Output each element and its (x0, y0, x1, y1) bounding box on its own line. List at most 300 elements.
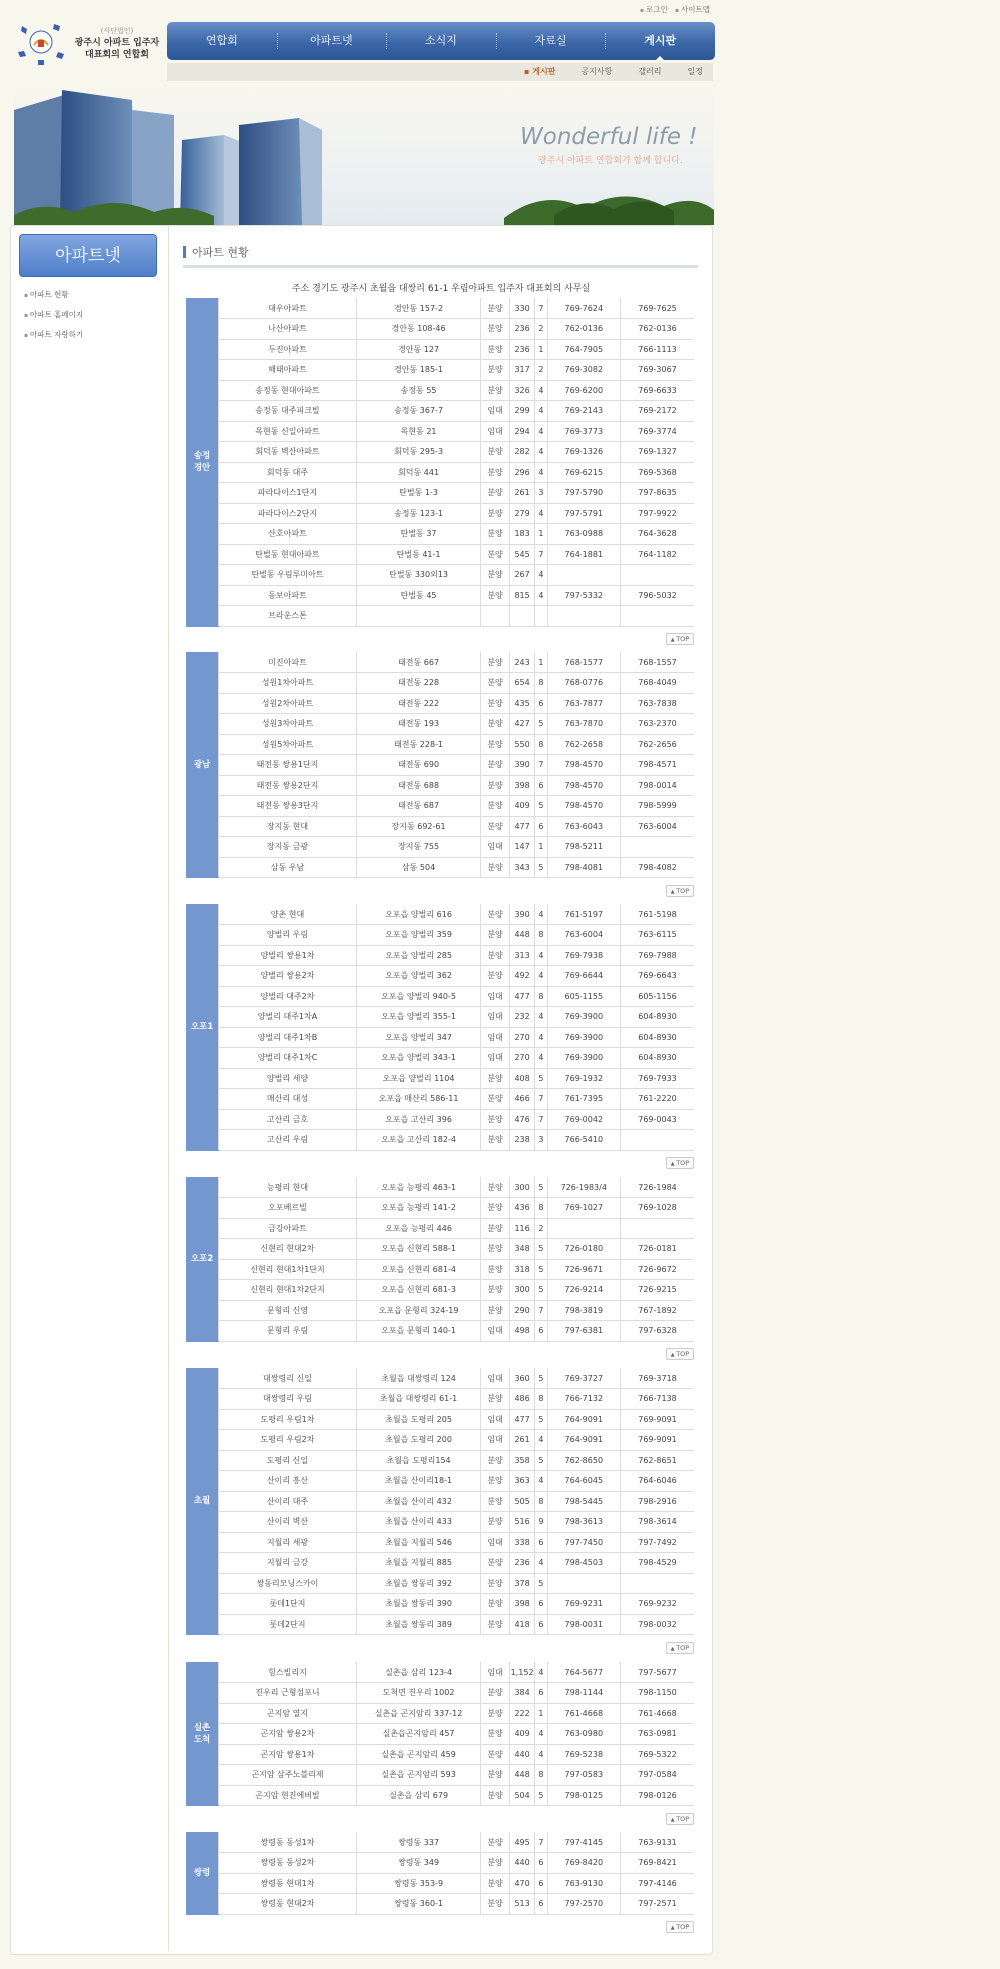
nav-item[interactable]: 아파트넷 (277, 22, 387, 60)
apt-fax: 768-4049 (621, 673, 695, 694)
apt-buildings: 5 (535, 1259, 547, 1280)
apt-fax: 769-3718 (621, 1368, 695, 1389)
nav-item[interactable]: 소식지 (386, 22, 496, 60)
apt-name[interactable]: 쌍령동 동성2차 (219, 1853, 357, 1874)
logo-small-text: (사단법인) (100, 27, 134, 35)
apt-phone: 798-3613 (547, 1512, 620, 1533)
apt-name[interactable]: 송정동 현대아파트 (219, 380, 357, 401)
apt-units: 398 (509, 775, 535, 796)
apt-fax: 769-8421 (621, 1853, 695, 1874)
apt-name[interactable]: 곤지암 쌍용1차 (219, 1744, 357, 1765)
region-block (186, 1832, 694, 1931)
apt-address: 장지동 755 (356, 837, 480, 858)
apt-buildings: 8 (535, 1389, 547, 1410)
table-row (186, 585, 694, 606)
sub-nav-item[interactable]: 일정 (687, 67, 703, 76)
apt-name[interactable]: 장지동 금광 (219, 837, 357, 858)
apt-name[interactable]: 쌍령동 동성1차 (219, 1832, 357, 1853)
apt-fax: 769-9232 (621, 1594, 695, 1615)
apt-buildings: 5 (535, 1409, 547, 1430)
apt-buildings: 6 (535, 1532, 547, 1553)
apt-buildings: 5 (535, 1068, 547, 1089)
apt-name[interactable]: 곤지암 쌍용2차 (219, 1724, 357, 1745)
apt-name[interactable]: 금강아파트 (219, 1218, 357, 1239)
apt-fax: 763-6004 (621, 816, 695, 837)
apt-phone (547, 1573, 620, 1594)
table-row (186, 714, 694, 735)
apt-fax: 767-1892 (621, 1300, 695, 1321)
apt-type: 임대 (481, 1007, 510, 1028)
sitemap-link[interactable]: ▪ 사이트맵 (675, 4, 710, 15)
table-row (186, 904, 694, 925)
logo-line1: 광주시 아파트 입주자 (74, 38, 160, 48)
apt-type: 분양 (481, 339, 510, 360)
apt-name[interactable]: 능평리 현대 (219, 1177, 357, 1198)
apt-address: 탄벌동 1-3 (356, 483, 480, 504)
apt-phone: 769-3900 (547, 1027, 620, 1048)
table-row (186, 925, 694, 946)
apt-fax: 768-1557 (621, 652, 695, 673)
table-row (186, 1594, 694, 1615)
apt-units: 238 (509, 1130, 535, 1151)
apt-phone: 766-5410 (547, 1130, 620, 1151)
table-row (186, 1007, 694, 1028)
apt-name[interactable]: 산이리 벽산 (219, 1512, 357, 1533)
apt-buildings: 5 (535, 1239, 547, 1260)
sub-nav-item[interactable]: 갤러리 (638, 67, 662, 76)
logo[interactable] (14, 18, 164, 73)
nav-item[interactable]: 자료실 (496, 22, 606, 60)
region-label (186, 298, 219, 626)
apt-phone (547, 565, 620, 586)
apt-type: 분양 (481, 925, 510, 946)
apt-units: 486 (509, 1389, 535, 1410)
apt-name[interactable]: 파라다이스2단지 (219, 503, 357, 524)
apt-name[interactable]: 두진아파트 (219, 339, 357, 360)
apt-name[interactable]: 진우리 근형섬포니 (219, 1683, 357, 1704)
apt-address: 쌍령동 360-1 (356, 1894, 480, 1915)
apt-name[interactable]: 매산리 대성 (219, 1089, 357, 1110)
apt-address: 실촌읍 삼리 679 (356, 1785, 480, 1806)
table-row (186, 1130, 694, 1151)
apt-name[interactable]: 힘스빌리지 (219, 1662, 357, 1683)
apartment-table (186, 904, 694, 1151)
apt-address: 오포읍 고산리 182-4 (356, 1130, 480, 1151)
apt-units: 294 (509, 421, 535, 442)
apt-type: 분양 (481, 1389, 510, 1410)
apt-name[interactable]: 삼동 우남 (219, 857, 357, 878)
apt-units: 448 (509, 1765, 535, 1786)
apt-fax: 764-3628 (621, 524, 695, 545)
apt-name[interactable]: 대우아파트 (219, 298, 357, 319)
apt-type: 분양 (481, 1853, 510, 1874)
apt-units: 270 (509, 1027, 535, 1048)
apt-name[interactable]: 해태아파트 (219, 360, 357, 381)
apt-name[interactable]: 롯데1단지 (219, 1594, 357, 1615)
apt-fax: 604-8930 (621, 1027, 695, 1048)
apt-units: 299 (509, 401, 535, 422)
apt-phone: 769-6644 (547, 966, 620, 987)
apt-phone: 798-4570 (547, 755, 620, 776)
apt-type: 임대 (481, 837, 510, 858)
apt-fax (621, 606, 695, 627)
apt-name[interactable]: 신현리 현대1차1단지 (219, 1259, 357, 1280)
region-label (186, 1177, 219, 1341)
table-row (186, 945, 694, 966)
apt-name[interactable]: 태전동 쌍용3단지 (219, 796, 357, 817)
apt-buildings: 6 (535, 1614, 547, 1635)
apt-name[interactable]: 태전동 쌍용1단지 (219, 755, 357, 776)
apt-units: 505 (509, 1491, 535, 1512)
apt-fax: 798-4529 (621, 1553, 695, 1574)
region-label (186, 1662, 219, 1806)
apt-buildings: 5 (535, 1573, 547, 1594)
apt-fax: 769-2172 (621, 401, 695, 422)
apt-fax: 769-9091 (621, 1430, 695, 1451)
table-row (186, 1853, 694, 1874)
apt-fax: 797-2571 (621, 1894, 695, 1915)
apt-name[interactable]: 대쌍령리 신일 (219, 1368, 357, 1389)
apt-name[interactable]: 신현리 현대1차2단지 (219, 1280, 357, 1301)
table-row (186, 1177, 694, 1198)
apt-name[interactable]: 양벌리 우림 (219, 925, 357, 946)
apt-address: 초월읍 도평리154 (356, 1450, 480, 1471)
apt-phone: 797-2570 (547, 1894, 620, 1915)
table-row (186, 421, 694, 442)
apt-phone: 764-5677 (547, 1662, 620, 1683)
apt-buildings: 1 (535, 339, 547, 360)
apt-name[interactable]: 산이리 흥산 (219, 1471, 357, 1492)
apt-address: 탄벌동 330외13 (356, 565, 480, 586)
apt-name[interactable]: 도평리 우림2차 (219, 1430, 357, 1451)
apt-phone: 769-9231 (547, 1594, 620, 1615)
apt-address: 송정동 55 (356, 380, 480, 401)
apt-name[interactable]: 파라다이스1단지 (219, 483, 357, 504)
apt-address: 오포읍 양벌리 359 (356, 925, 480, 946)
apt-phone: 769-1932 (547, 1068, 620, 1089)
apt-address: 경안동 127 (356, 339, 480, 360)
apt-units: 290 (509, 1300, 535, 1321)
apt-type: 분양 (481, 585, 510, 606)
apt-buildings: 4 (535, 503, 547, 524)
apt-name[interactable]: 장지동 현대 (219, 816, 357, 837)
apt-address: 경안동 157-2 (356, 298, 480, 319)
apartment-table (186, 652, 694, 878)
apt-buildings: 5 (535, 857, 547, 878)
apt-units: 232 (509, 1007, 535, 1028)
apt-type: 분양 (481, 775, 510, 796)
apt-name[interactable]: 문형리 우림 (219, 1321, 357, 1342)
table-row (186, 1430, 694, 1451)
apt-name[interactable]: 송정동 대주피크빌 (219, 401, 357, 422)
apt-address (356, 606, 480, 627)
apt-type: 분양 (481, 966, 510, 987)
apt-buildings: 4 (535, 1027, 547, 1048)
apt-buildings: 6 (535, 1853, 547, 1874)
apt-fax: 769-5368 (621, 462, 695, 483)
apt-buildings: 6 (535, 1683, 547, 1704)
apt-fax: 798-2916 (621, 1491, 695, 1512)
region-label (186, 1832, 219, 1914)
apt-address: 초월읍 산이리18-1 (356, 1471, 480, 1492)
apt-type: 분양 (481, 904, 510, 925)
apt-name[interactable]: 나산아파트 (219, 319, 357, 340)
back-to-top-button[interactable]: ▲ TOP (666, 633, 694, 645)
apt-name[interactable]: 탄벌동 우림루미아트 (219, 565, 357, 586)
apt-name[interactable]: 브라운스톤 (219, 606, 357, 627)
apt-units: 236 (509, 319, 535, 340)
apt-type: 분양 (481, 1177, 510, 1198)
apartment-table (186, 1662, 694, 1806)
table-row (186, 1785, 694, 1806)
apt-name[interactable]: 쌍동리모닝스카이 (219, 1573, 357, 1594)
apt-phone: 797-4145 (547, 1832, 620, 1853)
apt-address: 초월읍 지월리 546 (356, 1532, 480, 1553)
apt-phone: 798-4570 (547, 775, 620, 796)
back-to-top-button[interactable]: ▲ TOP (666, 1348, 694, 1360)
apt-units: 338 (509, 1532, 535, 1553)
apt-buildings: 5 (535, 1450, 547, 1471)
table-row (186, 401, 694, 422)
apt-name[interactable]: 양벌리 세양 (219, 1068, 357, 1089)
table-row (186, 1089, 694, 1110)
apt-name[interactable]: 오포베르빌 (219, 1198, 357, 1219)
apt-name[interactable]: 곤지암 현진에버빌 (219, 1785, 357, 1806)
sidebar-item[interactable]: ▪ 아파트 현황 (24, 288, 83, 308)
apt-name[interactable]: 도평리 우림1차 (219, 1409, 357, 1430)
back-to-top-button[interactable]: ▲ TOP (666, 1813, 694, 1825)
apt-fax (621, 565, 695, 586)
apt-name[interactable]: 신현리 현대2차 (219, 1239, 357, 1260)
apt-name[interactable]: 쌍령동 현대1차 (219, 1873, 357, 1894)
apt-buildings: 8 (535, 734, 547, 755)
apt-buildings: 1 (535, 1703, 547, 1724)
apt-name[interactable]: 양벌리 대주1차C (219, 1048, 357, 1069)
apt-buildings: 4 (535, 1430, 547, 1451)
table-row (186, 1512, 694, 1533)
apt-name[interactable]: 곤지암 삼주노블리제 (219, 1765, 357, 1786)
apt-fax: 763-2370 (621, 714, 695, 735)
apt-fax: 762-0136 (621, 319, 695, 340)
apt-address: 송정동 123-1 (356, 503, 480, 524)
apt-address: 오포읍 양벌리 940-5 (356, 986, 480, 1007)
table-row (186, 503, 694, 524)
apt-address: 태전동 228 (356, 673, 480, 694)
apt-phone: 798-5445 (547, 1491, 620, 1512)
apt-address: 태전동 228-1 (356, 734, 480, 755)
apt-buildings: 9 (535, 1512, 547, 1533)
apt-buildings: 5 (535, 714, 547, 735)
apt-buildings: 1 (535, 524, 547, 545)
apt-type: 분양 (481, 298, 510, 319)
apt-type: 분양 (481, 1744, 510, 1765)
apt-units: 384 (509, 1683, 535, 1704)
apt-name[interactable]: 문형리 신영 (219, 1300, 357, 1321)
nav-item[interactable]: 게시판 (605, 22, 715, 60)
apt-type: 임대 (481, 1321, 510, 1342)
apt-name[interactable]: 산이리 대주 (219, 1491, 357, 1512)
table-row (186, 442, 694, 463)
table-row (186, 483, 694, 504)
apt-type: 분양 (481, 442, 510, 463)
apt-units: 427 (509, 714, 535, 735)
apt-phone: 769-7938 (547, 945, 620, 966)
apt-name[interactable]: 양벌리 대주1차A (219, 1007, 357, 1028)
apt-buildings: 8 (535, 925, 547, 946)
apt-units: 550 (509, 734, 535, 755)
apt-name[interactable]: 고산리 우림 (219, 1130, 357, 1151)
apt-type: 분양 (481, 816, 510, 837)
table-row (186, 755, 694, 776)
table-row (186, 1724, 694, 1745)
apt-phone: 764-7905 (547, 339, 620, 360)
back-to-top-button[interactable]: ▲ TOP (666, 1921, 694, 1933)
apt-phone: 798-5211 (547, 837, 620, 858)
apt-buildings: 8 (535, 986, 547, 1007)
logo-emblem-icon (14, 18, 69, 70)
apt-name[interactable]: 쌍령동 현대2차 (219, 1894, 357, 1915)
apt-name[interactable]: 양벌리 대주2차 (219, 986, 357, 1007)
apt-phone: 769-6200 (547, 380, 620, 401)
sidebar-item[interactable]: ▪ 아파트 홈페이지 (24, 308, 83, 328)
sub-nav-item[interactable]: 공지사항 (581, 67, 613, 76)
table-row (186, 1491, 694, 1512)
apt-address: 도척면 진우리 1002 (356, 1683, 480, 1704)
apt-address: 초월읍 대쌍령리 61-1 (356, 1389, 480, 1410)
table-row (186, 693, 694, 714)
table-row (186, 734, 694, 755)
apt-type: 분양 (481, 945, 510, 966)
apt-name[interactable]: 도평리 신일 (219, 1450, 357, 1471)
table-row (186, 796, 694, 817)
table-row (186, 816, 694, 837)
apt-buildings: 6 (535, 1321, 547, 1342)
apt-fax: 763-6115 (621, 925, 695, 946)
back-to-top-button[interactable]: ▲ TOP (666, 885, 694, 897)
apt-address: 오포읍 능평리 463-1 (356, 1177, 480, 1198)
apt-buildings (535, 606, 547, 627)
apt-fax: 762-2656 (621, 734, 695, 755)
apt-fax: 796-5032 (621, 585, 695, 606)
apt-address: 초월읍 쌍동리 392 (356, 1573, 480, 1594)
apt-name[interactable]: 회덕동 벽산아파트 (219, 442, 357, 463)
apt-units: 390 (509, 904, 535, 925)
sidebar-item[interactable]: ▪ 아파트 자랑하기 (24, 328, 83, 348)
apt-name[interactable]: 성원1차아파트 (219, 673, 357, 694)
apt-phone: 769-2143 (547, 401, 620, 422)
region-block (186, 1662, 694, 1823)
apt-buildings: 7 (535, 544, 547, 565)
apt-name[interactable]: 곤지암 열지 (219, 1703, 357, 1724)
apt-type: 분양 (481, 1724, 510, 1745)
apt-units: 343 (509, 857, 535, 878)
apt-units: 477 (509, 816, 535, 837)
apt-phone: 762-0136 (547, 319, 620, 340)
apt-fax: 764-1182 (621, 544, 695, 565)
apt-name[interactable]: 지월리 금강 (219, 1553, 357, 1574)
apt-name[interactable]: 성원3차아파트 (219, 714, 357, 735)
apt-buildings: 5 (535, 1785, 547, 1806)
apt-name[interactable]: 산호아파트 (219, 524, 357, 545)
apt-name[interactable]: 롯데2단지 (219, 1614, 357, 1635)
apt-type: 분양 (481, 1683, 510, 1704)
back-to-top-button[interactable]: ▲ TOP (666, 1642, 694, 1654)
apt-name[interactable]: 지월리 세광 (219, 1532, 357, 1553)
apt-address: 목현동 21 (356, 421, 480, 442)
apt-name[interactable]: 목현동 신일아파트 (219, 421, 357, 442)
apt-address: 오포읍 능평리 141-2 (356, 1198, 480, 1219)
apt-name[interactable]: 양벌리 쌍용2차 (219, 966, 357, 987)
apt-address: 쌍령동 353-9 (356, 1873, 480, 1894)
apt-units: 261 (509, 1430, 535, 1451)
login-link[interactable]: ▪ 로그인 (640, 4, 668, 15)
apt-name[interactable]: 회덕동 대주 (219, 462, 357, 483)
apt-phone: 798-4570 (547, 796, 620, 817)
apt-name[interactable]: 고산리 금호 (219, 1109, 357, 1130)
apt-address: 장지동 692-61 (356, 816, 480, 837)
main-navigation (167, 22, 715, 60)
apt-address: 탄벌동 45 (356, 585, 480, 606)
apt-name[interactable]: 양촌 현대 (219, 904, 357, 925)
sub-nav-item[interactable]: ▪ 게시판 (524, 63, 555, 81)
apt-fax (621, 1218, 695, 1239)
table-row (186, 775, 694, 796)
apt-name[interactable]: 태전동 쌍용2단지 (219, 775, 357, 796)
table-row (186, 1894, 694, 1915)
apt-name[interactable]: 성원5차아파트 (219, 734, 357, 755)
table-row (186, 857, 694, 878)
apt-phone: 798-4081 (547, 857, 620, 878)
back-to-top-button[interactable]: ▲ TOP (666, 1157, 694, 1169)
apt-address: 경안동 108-46 (356, 319, 480, 340)
apt-fax: 763-9131 (621, 1832, 695, 1853)
apt-address: 실촌읍곤지암리 457 (356, 1724, 480, 1745)
apt-name[interactable]: 대쌍령리 우림 (219, 1389, 357, 1410)
table-row (186, 1683, 694, 1704)
apt-fax: 766-1113 (621, 339, 695, 360)
apt-phone: 763-6004 (547, 925, 620, 946)
apt-units: 279 (509, 503, 535, 524)
apt-name[interactable]: 성원2차아파트 (219, 693, 357, 714)
apt-phone: 769-3773 (547, 421, 620, 442)
apt-units: 470 (509, 1873, 535, 1894)
sidebar-menu (24, 288, 83, 348)
apt-fax: 761-5198 (621, 904, 695, 925)
table-row (186, 1368, 694, 1389)
apt-type: 분양 (481, 1218, 510, 1239)
apt-phone: 726-9671 (547, 1259, 620, 1280)
apt-phone: 798-1144 (547, 1683, 620, 1704)
apt-buildings: 1 (535, 652, 547, 673)
apt-type: 분양 (481, 524, 510, 545)
table-row (186, 1450, 694, 1471)
apt-fax: 769-5322 (621, 1744, 695, 1765)
apt-type: 분양 (481, 565, 510, 586)
table-row (186, 462, 694, 483)
apt-name[interactable]: 양벌리 쌍용1차 (219, 945, 357, 966)
apt-fax: 797-9922 (621, 503, 695, 524)
nav-item[interactable]: 연합회 (205, 34, 238, 47)
apt-name[interactable]: 양벌리 대주1차B (219, 1027, 357, 1048)
apt-name[interactable]: 동보아파트 (219, 585, 357, 606)
apt-buildings: 7 (535, 298, 547, 319)
apartment-table (186, 298, 694, 627)
apt-fax: 764-6046 (621, 1471, 695, 1492)
apt-name[interactable]: 미진아파트 (219, 652, 357, 673)
apt-fax: 798-4571 (621, 755, 695, 776)
apt-name[interactable]: 탄벌동 현대아파트 (219, 544, 357, 565)
apt-type: 분양 (481, 360, 510, 381)
